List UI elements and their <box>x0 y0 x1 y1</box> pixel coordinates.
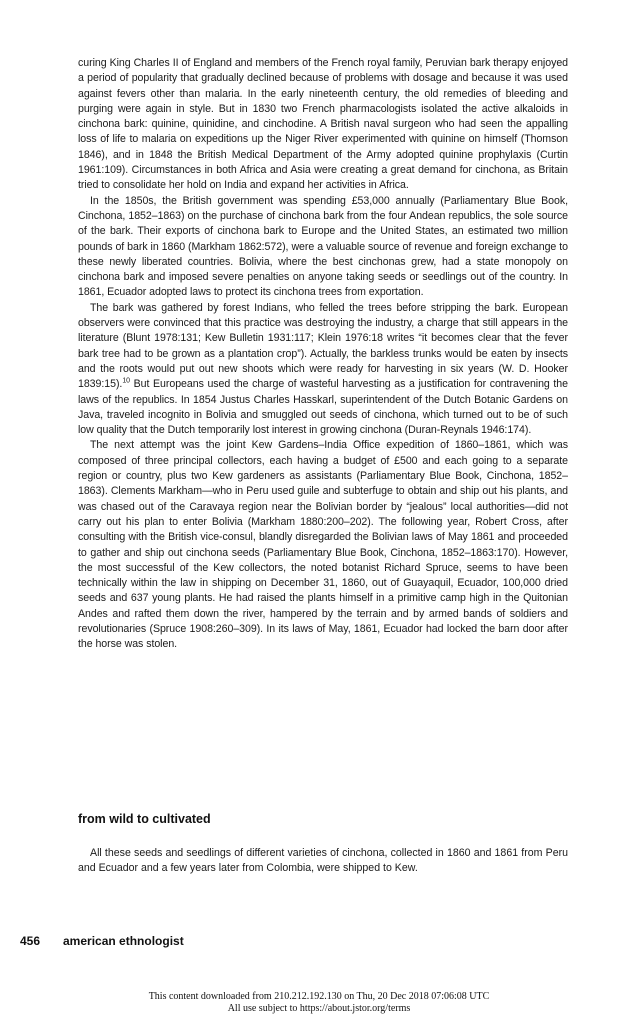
paragraph-3-text: The bark was gathered by forest Indians, who felled the trees before stripping the bark. European observers were convinced that this practice was destroying the industry, a charge that still appears in the literature (Blunt 1978:131; Kew Bulletin 1931:117; Klein 1976:18 writes “it becomes clear that the fever bark tree had to be grown as a plantation crop”). Actually, the barkless trunks would be eaten by insects and the roots would put out new shoots which were ready for harvesting in six years (W. D. Hooker 1839:15). <box>78 301 568 391</box>
journal-name: american ethnologist <box>63 934 184 948</box>
section-paragraph: All these seeds and seedlings of different varieties of cinchona, collected in 1860 and 1861 from Peru and Ecuador and a few years later from Colombia, were shipped to Kew. <box>78 847 568 875</box>
jstor-download-line: This content downloaded from 210.212.192.130 on Thu, 20 Dec 2018 07:06:08 UTC <box>148 991 490 1002</box>
paragraph-3 <box>78 301 568 439</box>
article-body <box>78 56 568 653</box>
paragraph-2: In the 1850s, the British government was spending £53,000 annually (Parliamentary Blue Book, Cinchona, 1852–1863) on the purchase of cinchona bark from the four Andean republics, the sole source of the bark. Their exports of cinchona bark to Europe and the United States, an estimated two million pounds of bark in 1860 (Markham 1862:572), were a valuable source of revenue and foreign exchange to these newly liberated countries. Bolivia, where the best cinchonas grew, had a state monopoly on cinchona bark and imposed severe penalties on anyone taking seeds or seedlings out of the country. In 1861, Ecuador adopted laws to protect its cinchona trees from exportation. <box>78 194 568 299</box>
footnote-reference[interactable]: 10 <box>122 377 131 385</box>
paragraph-4: The next attempt was the joint Kew Gardens–India Office expedition of 1860–1861, which was composed of three principal collectors, each having a budget of £500 and each going to a separate region or country, plus two Kew gardeners as assistants (Parliamentary Blue Book, Cinchona, 1852–1863). Clements Markham—who in Peru used guile and subterfuge to obtain and ship out his plants, and was chased out of the Caravaya region near the Bolivian border by “jealous” local authorities—did not carry out his plan to enter Bolivia (Markham 1880:200–202). The following year, Robert Cross, after consulting with the British vice-consul, blandly disregarded the Bolivian laws of May 1861 and proceeded to gather and ship out cinchona seeds (Parliamentary Blue Book, Cinchona, 1852–1863:170). However, the most successful of the Kew collectors, the noted botanist Richard Spruce, seems to have been technically within the law in shipping on December 31, 1860, out of Guayaquil, Ecuador, 100,000 dried seeds and 637 young plants. He had raised the plants himself in a primitive camp high in the Quitonian Andes and rafted them down the river, hampered by the terrain and by armed bands of soldiers and revolutionaries (Spruce 1908:260–309). In its laws of May, 1861, Ecuador had locked the barn door after the horse was stolen. <box>78 439 568 651</box>
section-body <box>78 846 568 877</box>
paragraph-3-continued: But Europeans used the charge of wasteful harvesting as a justification for contravening the laws of the republics. In 1854 Justus Charles Hasskarl, superintendent of the Dutch Botanic Gardens on Java, traveled incognito in Bolivia and smuggled out seeds of cinchona, which turned out to be of such low quality that the Dutch temporarily lost interest in growing cinchona (Duran-Reynals 1946:174). <box>78 378 568 437</box>
paragraph-1: curing King Charles II of England and members of the French royal family, Peruvian bark therapy enjoyed a period of popularity that gradually declined because of problems with dosage and because it was used against fevers other than malaria. In the early nineteenth century, the old remedies of bleeding and purging were again in style. But in 1830 two French pharmacologists isolated the active alkaloids in cinchona bark: quinine, quinidine, and cinchodine. A British naval surgeon who had seen the appalling loss of life to malaria on expeditions up the Niger River experimented with quinine on himself (Thomson 1846), and in 1848 the British Medical Department of the Army adopted quinine prophylaxis (Curtin 1961:109). Circumstances in both Africa and Asia were creating a great demand for cinchona, as Britain tried to consolidate her hold on India and expand her activities in Africa. <box>78 57 568 192</box>
section-heading: from wild to cultivated <box>78 812 211 826</box>
jstor-terms-line[interactable]: All use subject to https://about.jstor.org/terms <box>227 1003 411 1014</box>
page-number: 456 <box>20 934 41 948</box>
jstor-notice <box>0 991 638 1015</box>
